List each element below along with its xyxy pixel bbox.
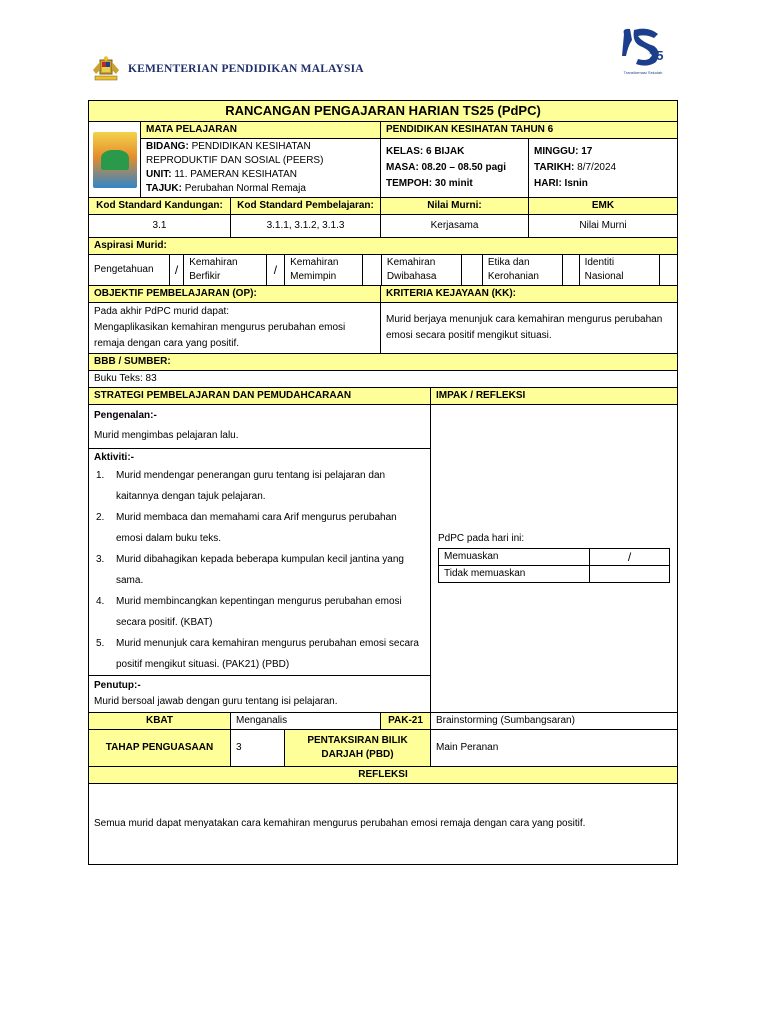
- tahap-penguasaan-label: TAHAP PENGUASAAN: [89, 730, 231, 767]
- aktiviti-item: 4. Murid membincangkan kepentingan mengurus perubahan emosi secara positif. (KBAT): [96, 596, 402, 628]
- pengenalan-text: Murid mengimbas pelajaran lalu.: [94, 430, 239, 441]
- aspirasi-kemahiran-berfikir-mark: /: [266, 255, 285, 285]
- ts25-logo-number: 25: [649, 48, 664, 63]
- bidang-value: PENDIDIKAN KESIHATAN REPRODUKTIF DAN SOSIAL (PEERS): [146, 141, 324, 166]
- pdpc-label: PdPC pada hari ini:: [438, 533, 525, 544]
- tempoh: TEMPOH: 30 minit: [386, 178, 473, 189]
- penutup-section: [89, 676, 431, 713]
- pak21-label: PAK-21: [381, 713, 431, 730]
- objektif-text: Mengaplikasikan kemahiran mengurus perubahan emosi remaja dengan cara yang positif.: [94, 322, 346, 349]
- aspirasi-kemahiran-memimpin: Kemahiran Memimpin: [285, 255, 363, 285]
- kod-pembelajaran-header: Kod Standard Pembelajaran:: [231, 198, 381, 215]
- aktiviti-list: [94, 465, 425, 675]
- aspirasi-kemahiran-dwibahasa: Kemahiran Dwibahasa: [381, 255, 461, 285]
- objektif-intro: Pada akhir PdPC murid dapat:: [94, 306, 230, 317]
- pak21-value: Brainstorming (Sumbangsaran): [431, 713, 678, 730]
- plan-title: RANCANGAN PENGAJARAN HARIAN TS25 (PdPC): [89, 101, 678, 122]
- textbook-cover-cell: [89, 122, 141, 198]
- kod-kandungan-value: 3.1: [89, 215, 231, 238]
- aktiviti-item: 1. Murid mendengar penerangan guru tentang isi pelajaran dan kaitannya dengan tajuk pelajaran.: [96, 470, 386, 502]
- aspirasi-etika: Etika dan Kerohanian: [482, 255, 562, 285]
- minggu: MINGGU: 17: [534, 146, 593, 157]
- aspirasi-etika-mark: [563, 255, 579, 285]
- class-details: [381, 139, 529, 198]
- nilai-murni-header: Nilai Murni:: [381, 198, 529, 215]
- emk-header: EMK: [529, 198, 678, 215]
- objektif-label: OBJEKTIF PEMBELAJARAN (OP):: [89, 286, 381, 303]
- tahap-penguasaan-value: 3: [231, 730, 285, 767]
- refleksi-label: REFLEKSI: [89, 767, 678, 784]
- pengenalan-label: Pengenalan:-: [94, 410, 157, 421]
- textbook-cover-image: [93, 132, 137, 188]
- aspirasi-identiti-mark: [659, 255, 677, 285]
- tajuk-value: Perubahan Normal Remaja: [184, 183, 306, 194]
- tarikh-label: TARIKH:: [534, 162, 575, 173]
- bbb-label: BBB / SUMBER:: [89, 354, 678, 371]
- strategi-label: STRATEGI PEMBELAJARAN DAN PEMUDAHCARAAN: [89, 388, 431, 405]
- impak-label: IMPAK / REFLEKSI: [431, 388, 678, 405]
- subject-title: PENDIDIKAN KESIHATAN TAHUN 6: [381, 122, 678, 139]
- mata-pelajaran-label: MATA PELAJARAN: [141, 122, 381, 139]
- bbb-value: Buku Teks: 83: [89, 371, 678, 388]
- pbd-value: Main Peranan: [431, 730, 678, 767]
- aspirasi-row: [89, 255, 678, 286]
- ts25-logo: [618, 26, 668, 82]
- aspirasi-label: Aspirasi Murid:: [89, 238, 678, 255]
- unit-label: UNIT:: [146, 169, 172, 180]
- penutup-text: Murid bersoal jawab dengan guru tentang isi pelajaran.: [94, 696, 338, 707]
- memuaskan-mark: /: [590, 549, 670, 566]
- kriteria-label: KRITERIA KEJAYAAN (KK):: [381, 286, 678, 303]
- pbd-label: PENTAKSIRAN BILIK DARJAH (PBD): [285, 730, 431, 767]
- aspirasi-pengetahuan: Pengetahuan: [89, 255, 169, 285]
- subject-details: [141, 139, 381, 198]
- memuaskan-label: Memuaskan: [439, 549, 590, 566]
- ministry-name: KEMENTERIAN PENDIDIKAN MALAYSIA: [128, 63, 364, 75]
- masa: MASA: 08.20 – 08.50 pagi: [386, 162, 507, 173]
- aktiviti-item: 2. Murid membaca dan memahami cara Arif mengurus perubahan emosi dalam buku teks.: [96, 512, 397, 544]
- ts25-logo-caption: Transformasi Sekolah: [623, 70, 663, 75]
- aktiviti-item: 5. Murid menunjuk cara kemahiran mengurus perubahan emosi secara positif mengikut situasi. (PAK21) (PBD): [96, 638, 419, 670]
- aspirasi-identiti: Identiti Nasional: [579, 255, 659, 285]
- pengenalan-section: [89, 405, 431, 449]
- refleksi-text: Semua murid dapat menyatakan cara kemahiran mengurus perubahan emosi remaja dengan cara yang positif.: [89, 784, 678, 865]
- tarikh-value: 8/7/2024: [577, 162, 617, 173]
- aktiviti-label: Aktiviti:-: [94, 452, 134, 463]
- hari: HARI: Isnin: [534, 178, 588, 189]
- unit-value: 11. PAMERAN KESIHATAN: [174, 169, 297, 180]
- aspirasi-kemahiran-dwibahasa-mark: [462, 255, 483, 285]
- nilai-murni-value: Kerjasama: [381, 215, 529, 238]
- objektif-content: [89, 303, 381, 354]
- aspirasi-pengetahuan-mark: /: [169, 255, 183, 285]
- date-details: [529, 139, 678, 198]
- emk-value: Nilai Murni: [529, 215, 678, 238]
- tidak-memuaskan-label: Tidak memuaskan: [439, 566, 590, 583]
- bidang-label: BIDANG:: [146, 141, 189, 152]
- kriteria-text: Murid berjaya menunjuk cara kemahiran mengurus perubahan emosi secara positif mengikut situasi.: [381, 303, 678, 354]
- kelas: KELAS: 6 BIJAK: [386, 146, 465, 157]
- impak-section: [431, 405, 678, 713]
- tidak-memuaskan-mark: [590, 566, 670, 583]
- kod-kandungan-header: Kod Standard Kandungan:: [89, 198, 231, 215]
- aspirasi-kemahiran-memimpin-mark: [363, 255, 382, 285]
- aktiviti-item: 3. Murid dibahagikan kepada beberapa kumpulan kecil jantina yang sama.: [96, 554, 404, 586]
- kod-pembelajaran-value: 3.1.1, 3.1.2, 3.1.3: [231, 215, 381, 238]
- kbat-label: KBAT: [89, 713, 231, 730]
- ministry-crest-logo: [90, 56, 122, 82]
- penutup-label: Penutup:-: [94, 680, 141, 691]
- kbat-value: Menganalis: [231, 713, 381, 730]
- lesson-plan-table: [88, 100, 678, 865]
- aktiviti-section: [89, 449, 431, 676]
- aspirasi-kemahiran-berfikir: Kemahiran Berfikir: [184, 255, 266, 285]
- tajuk-label: TAJUK:: [146, 183, 182, 194]
